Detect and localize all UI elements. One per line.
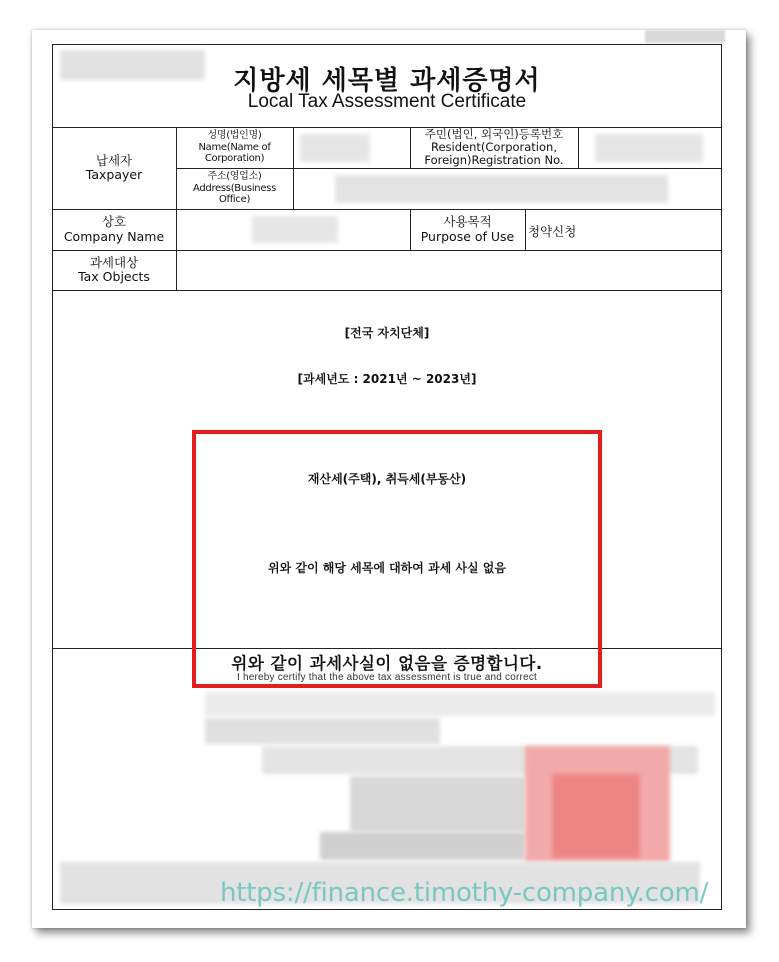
name-label: 성명(법인명) Name(Name of Corporation) bbox=[198, 130, 271, 165]
redacted-name bbox=[300, 134, 370, 162]
title-korean: 지방세 세목별 과세증명서 bbox=[233, 66, 541, 96]
company-name-label: 상호 Company Name bbox=[63, 214, 165, 244]
taxpayer-label: 납세자 Taxpayer bbox=[85, 152, 143, 182]
redacted-issue-date bbox=[205, 692, 715, 716]
redacted-address bbox=[335, 175, 668, 203]
certification-statement-korean: 위와 같이 과세사실이 없음을 증명합니다. bbox=[231, 654, 543, 673]
registration-number-label: 주민(법인, 외국인)등록번호 Resident(Corporation, Foreign)Registration No. bbox=[424, 126, 564, 168]
tax-year-text: [과세년도 : 2021년 ~ 2023년] bbox=[297, 372, 477, 386]
redacted-corner bbox=[645, 30, 725, 43]
highlight-box bbox=[192, 430, 602, 688]
official-seal-core bbox=[552, 774, 640, 858]
result-text: 위와 같이 해당 세목에 대하여 과세 사실 없음 bbox=[268, 561, 506, 575]
purpose-label: 사용목적 Purpose of Use bbox=[420, 214, 515, 244]
redacted-company-name bbox=[252, 216, 338, 243]
watermark-url: https://finance.timothy-company.com/ bbox=[220, 878, 709, 908]
certification-statement-english: I hereby certify that the above tax assessment is true and correct bbox=[236, 672, 537, 683]
redacted-issuer-line bbox=[205, 718, 440, 744]
redacted-registration-number bbox=[595, 134, 703, 162]
tax-items-text: 재산세(주택), 취득세(부동산) bbox=[307, 472, 467, 486]
region-text: [전국 자치단체] bbox=[344, 326, 430, 340]
redacted-office-line bbox=[320, 832, 525, 860]
title-english: Local Tax Assessment Certificate bbox=[247, 91, 527, 112]
address-label: 주소(영업소) Address(Business Office) bbox=[192, 171, 277, 206]
redacted-office bbox=[350, 776, 525, 832]
purpose-value: 청약신청 bbox=[528, 224, 577, 239]
tax-objects-label: 과세대상 Tax Objects bbox=[78, 254, 150, 284]
